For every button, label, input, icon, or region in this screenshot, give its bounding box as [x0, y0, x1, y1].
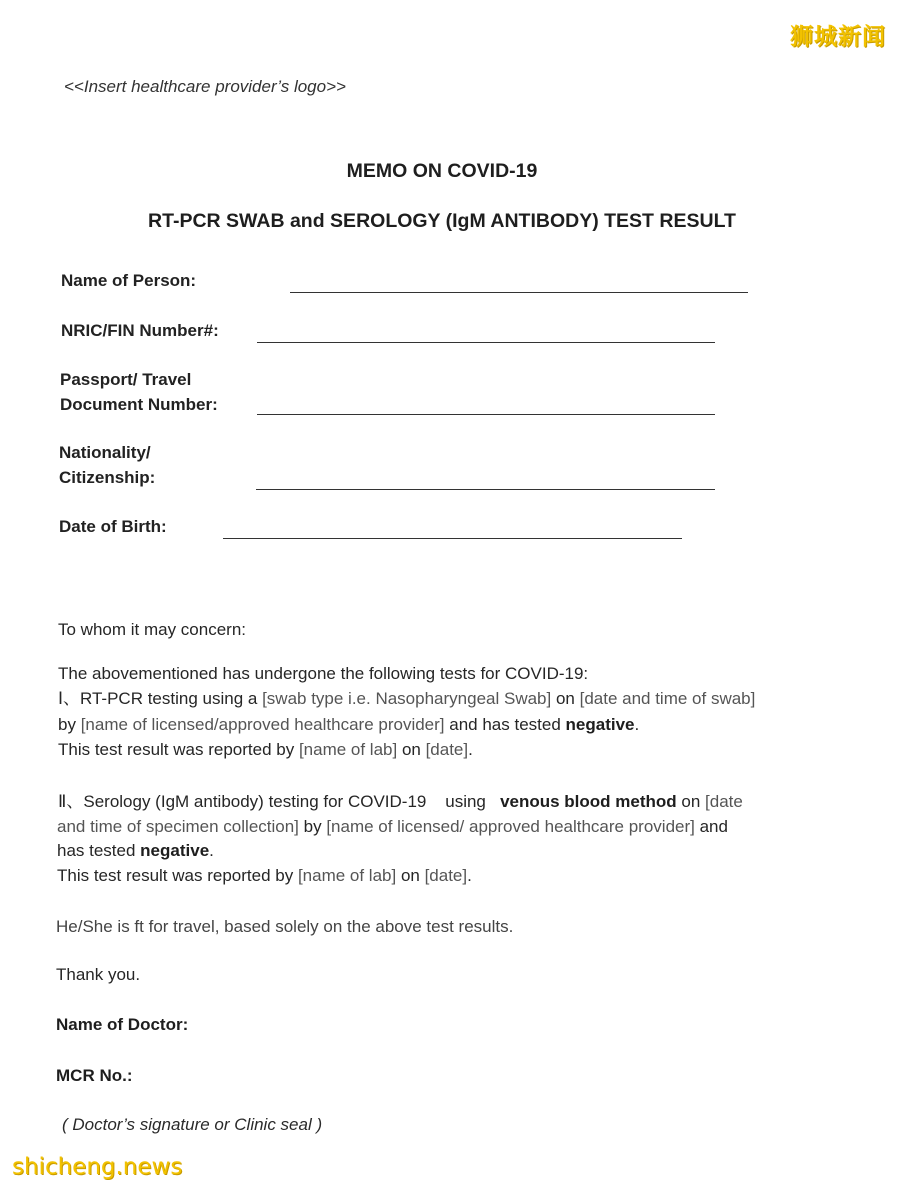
- name-of-person-label: Name of Person:: [61, 271, 197, 290]
- nationality-line: [256, 489, 715, 490]
- signature-note: ( Doctor’s signature or Clinic seal ): [62, 1115, 323, 1134]
- test2-line4: This test result was reported by [name of lab] on [date].: [57, 866, 472, 885]
- test2-line3: has tested negative.: [57, 841, 214, 860]
- intro-text: The abovementioned has undergone the following tests for COVID-19:: [58, 664, 589, 683]
- test2-method: venous blood method: [500, 792, 677, 811]
- test2-line2: and time of specimen collection] by [name of licensed/ approved healthcare provider] and: [57, 817, 728, 836]
- passport-label-line2: Document Number:: [60, 395, 218, 414]
- test2-result: negative: [140, 841, 210, 860]
- name-of-person-line: [290, 292, 748, 293]
- date-of-birth-label: Date of Birth:: [59, 517, 167, 536]
- passport-label: [60, 367, 218, 417]
- thank-you-text: Thank you.: [56, 965, 141, 984]
- passport-label-line1: Passport/ Travel: [60, 370, 192, 389]
- test1-line1: Ⅰ、RT-PCR testing using a [swab type i.e. Nasopharyngeal Swab] on [date and time of swab]: [58, 689, 756, 708]
- date-of-birth-line: [223, 538, 682, 539]
- passport-line: [257, 414, 715, 415]
- nric-fin-label: NRIC/FIN Number#:: [61, 321, 219, 340]
- fit-for-travel-text: He/She is ft for travel, based solely on the above test results.: [56, 917, 514, 936]
- test1-line2: by [name of licensed/approved healthcare provider] and has tested negative.: [58, 715, 640, 734]
- nationality-label: [59, 440, 155, 490]
- logo-placeholder: <<Insert healthcare provider’s logo>>: [64, 77, 346, 96]
- nationality-label-line1: Nationality/: [59, 443, 151, 462]
- memo-title: MEMO ON COVID-19: [346, 160, 538, 182]
- test1-result: negative: [565, 715, 635, 734]
- salutation: To whom it may concern:: [58, 620, 247, 639]
- nric-fin-line: [257, 342, 715, 343]
- nationality-label-line2: Citizenship:: [59, 468, 156, 487]
- doctor-name-label: Name of Doctor:: [56, 1015, 189, 1034]
- memo-subtitle: RT-PCR SWAB and SEROLOGY (IgM ANTIBODY) TEST RESULT: [148, 210, 736, 232]
- watermark-bottom: shicheng.news: [12, 1154, 183, 1180]
- test2-line1: Ⅱ、Serology (IgM antibody) testing for COVID-19 using venous blood method on [date: [58, 792, 743, 811]
- watermark-top: 狮城新闻: [790, 24, 886, 50]
- mcr-number-label: MCR No.:: [56, 1066, 133, 1085]
- test1-line3: This test result was reported by [name of lab] on [date].: [58, 740, 473, 759]
